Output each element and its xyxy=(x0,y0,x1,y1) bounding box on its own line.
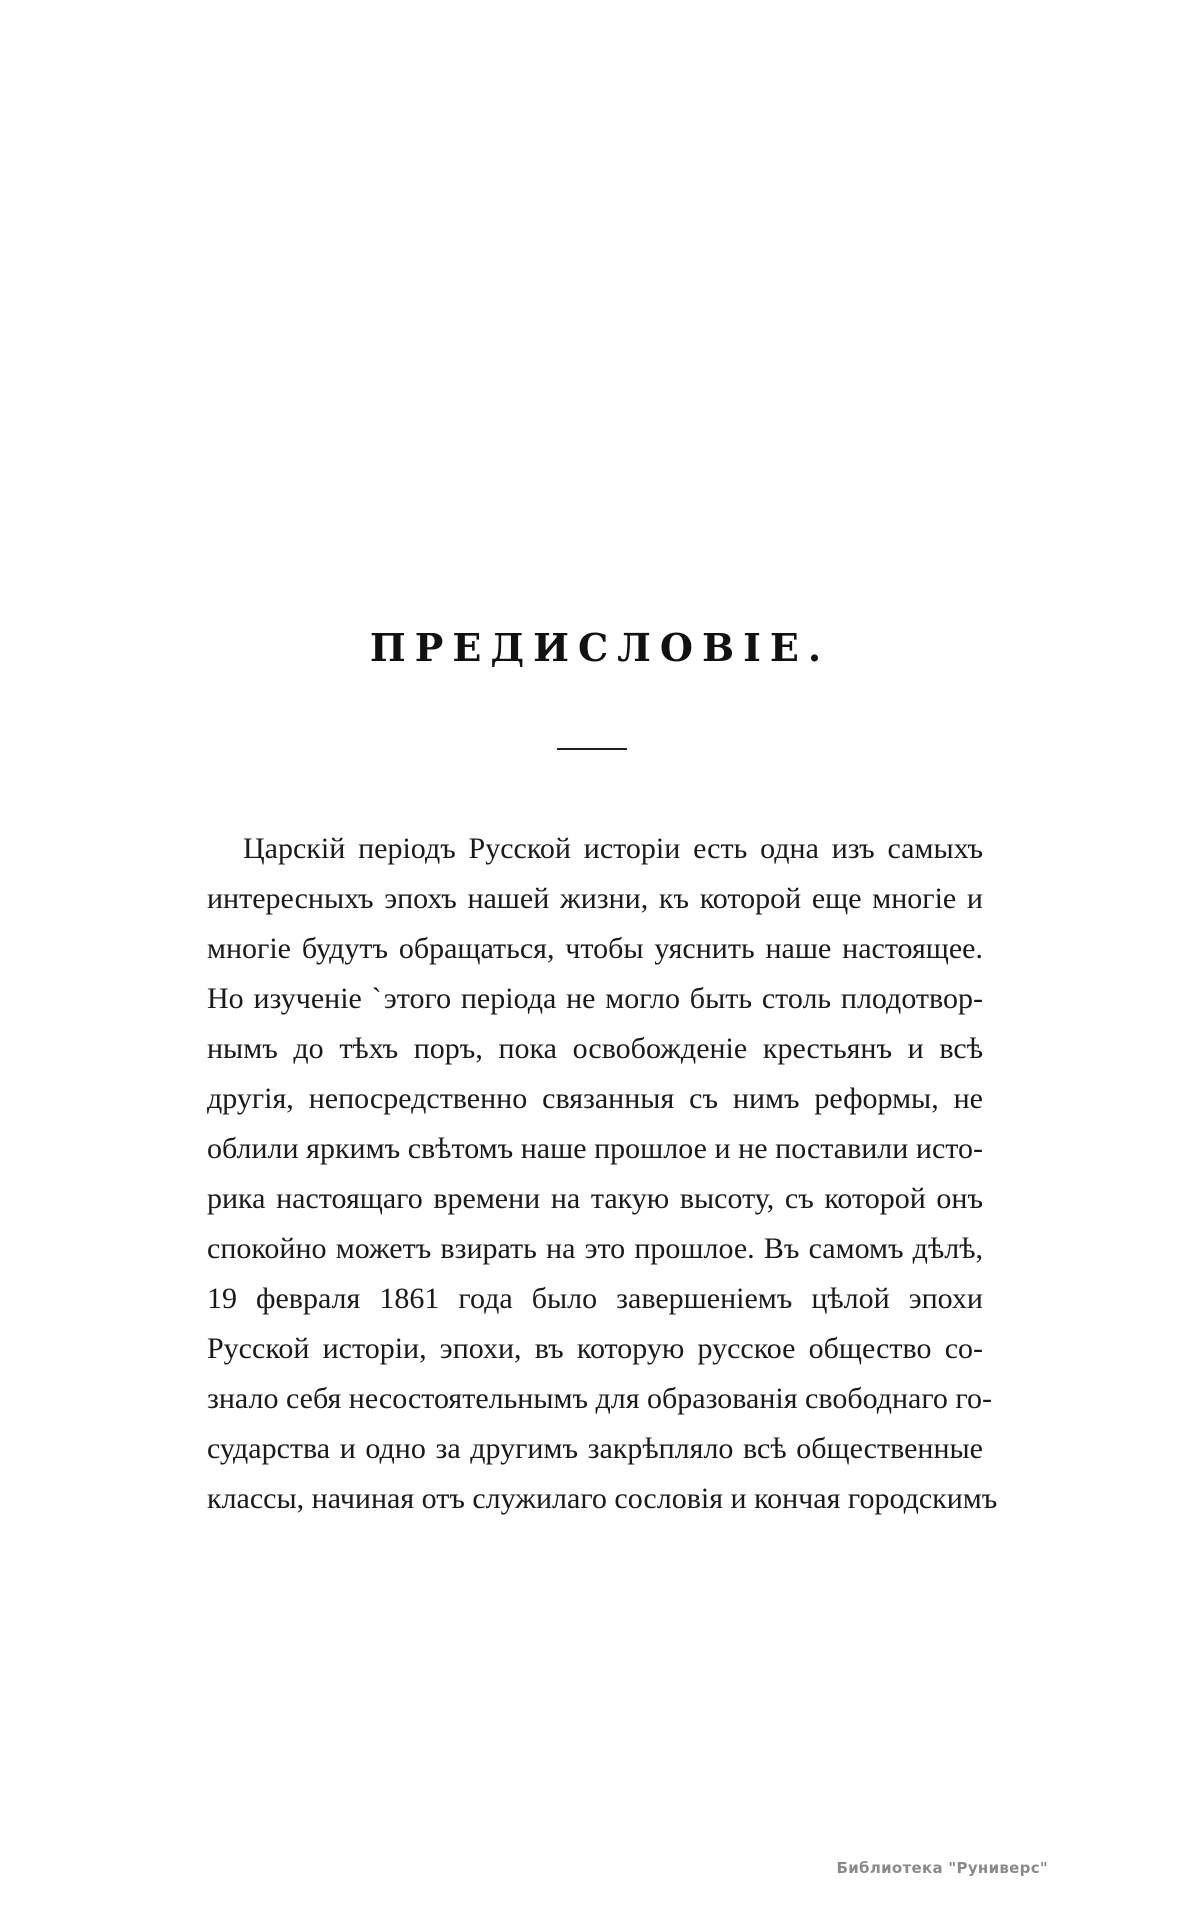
title-divider xyxy=(557,748,627,750)
body-paragraph xyxy=(207,824,998,1524)
text-line: сударства и одно за другимъ закрѣпляло всѣ общественные xyxy=(207,1432,983,1465)
text-line: рика настоящаго времени на такую высоту, съ которой онъ xyxy=(207,1182,983,1215)
text-line: классы, начиная отъ служилаго сословія и кончая городскимъ xyxy=(207,1482,998,1515)
text-line: знало себя несостоятельнымъ для образованія свободнаго го- xyxy=(207,1382,992,1415)
text-line: Царскій періодъ Русской исторіи есть одна изъ самыхъ xyxy=(243,832,983,865)
chapter-title: ПРЕДИСЛОВІЕ. xyxy=(369,625,831,670)
text-line: Русской исторіи, эпохи, въ которую русское общество со- xyxy=(207,1332,983,1365)
text-line: интересныхъ эпохъ нашей жизни, къ которой еще многіе и xyxy=(207,882,983,915)
text-line: облили яркимъ свѣтомъ наше прошлое и не поставили исто- xyxy=(207,1132,983,1165)
text-line: Но изученіе ˋэтого періода не могло быть столь плодотвор- xyxy=(207,982,983,1015)
text-line: 19 февраля 1861 года было завершеніемъ цѣлой эпохи xyxy=(207,1282,983,1315)
text-line: другія, непосредственно связанныя съ нимъ реформы, не xyxy=(207,1082,983,1115)
text-line: нымъ до тѣхъ поръ, пока освобожденіе крестьянъ и всѣ xyxy=(207,1032,983,1065)
text-line: спокойно можетъ взирать на это прошлое. Въ самомъ дѣлѣ, xyxy=(207,1232,983,1265)
text-line: многіе будутъ обращаться, чтобы уяснить наше настоящее. xyxy=(207,932,983,965)
library-watermark: Библиотека "Руниверс" xyxy=(836,1859,1048,1877)
